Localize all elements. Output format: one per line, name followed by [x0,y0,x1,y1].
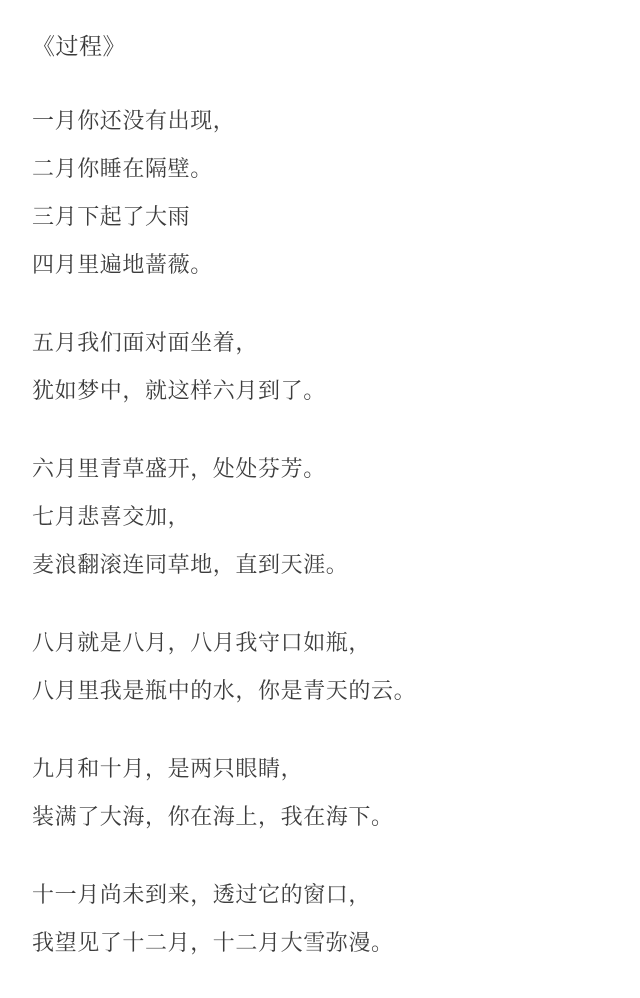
poem-line: 犹如梦中，就这样六月到了。 [32,379,326,404]
stanza [32,872,606,968]
poem-line: 麦浪翻滚连同草地，直到天涯。 [32,553,349,578]
poem-line: 九月和十月，是两只眼睛， [32,757,304,782]
poem-line: 六月里青草盛开，处处芬芳。 [32,457,326,482]
poem-line: 七月悲喜交加， [32,505,191,530]
stanza [32,746,606,842]
poem-line: 一月你还没有出现， [32,109,236,134]
poem-line: 八月里我是瓶中的水，你是青天的云。 [32,679,417,704]
poem-line: 三月下起了大雨 [32,205,191,230]
poem-line: 装满了大海，你在海上，我在海下。 [32,805,394,830]
poem-line: 我望见了十二月，十二月大雪弥漫。 [32,931,394,956]
poem-line: 五月我们面对面坐着， [32,331,259,356]
poem-line: 八月就是八月，八月我守口如瓶， [32,631,372,656]
stanza [32,620,606,716]
poem-line: 二月你睡在隔壁。 [32,157,213,182]
page-title: 《过程》 [32,34,126,60]
poem-line: 四月里遍地蔷薇。 [32,253,213,278]
stanza [32,446,606,590]
stanza [32,98,606,290]
stanza [32,320,606,416]
poem-line: 十一月尚未到来，透过它的窗口， [32,883,372,908]
